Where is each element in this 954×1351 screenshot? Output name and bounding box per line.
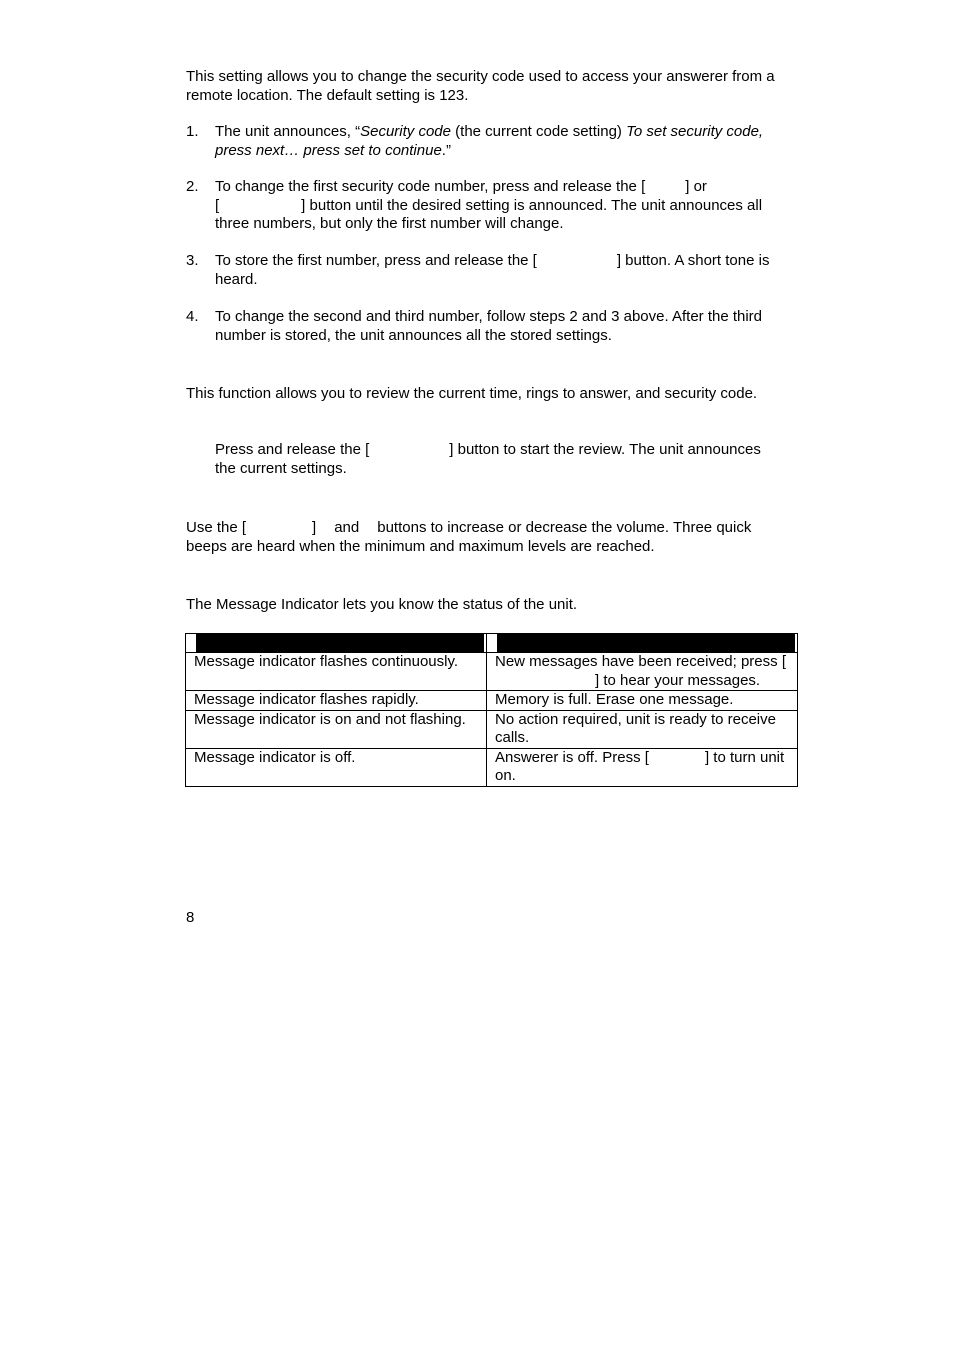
- indicator-intro-paragraph: The Message Indicator lets you know the status of the unit.: [186, 596, 578, 613]
- step-number: 4.: [186, 308, 199, 325]
- table-header-status: [186, 634, 487, 653]
- step-2: [186, 178, 786, 236]
- table-row: [186, 691, 798, 711]
- step-4: [186, 308, 786, 348]
- message-indicator-table: [185, 633, 798, 787]
- table-row: [186, 653, 798, 691]
- meaning-cell: Memory is full. Erase one message.: [487, 691, 798, 711]
- step-3: [186, 252, 786, 292]
- step-text: To change the second and third number, follow steps 2 and 3 above. After the third number is stored, the unit announces all the stored settings.: [215, 308, 763, 344]
- meaning-cell: Answerer is off. Press [ ] to turn unit on.: [487, 748, 798, 786]
- page-number: 8: [186, 909, 195, 926]
- volume-paragraph: Use the [ ] and buttons to increase or decrease the volume. Three quick beeps are heard when the minimum and maximum levels are reached.: [186, 519, 752, 555]
- status-cell: Message indicator flashes continuously.: [186, 653, 487, 691]
- step-number: 3.: [186, 252, 199, 269]
- status-cell: Message indicator is off.: [186, 748, 487, 786]
- step-text: The unit announces, “Security code (the current code setting) To set security code, press next… press set to continue.”: [215, 123, 764, 159]
- table-row: [186, 748, 798, 786]
- step-text: To change the first security code number, press and release the [ ] or [ ] button until the desired setting is announced. The unit announces all three numbers, but only the first number will change.: [215, 178, 763, 232]
- table-header-meaning: [487, 634, 798, 653]
- step-1: [186, 123, 786, 163]
- meaning-cell: No action required, unit is ready to receive calls.: [487, 710, 798, 748]
- status-cell: Message indicator flashes rapidly.: [186, 691, 487, 711]
- security-intro-paragraph: This setting allows you to change the security code used to access your answerer from a remote location. The default setting is 123.: [186, 68, 775, 104]
- review-intro-paragraph: This function allows you to review the current time, rings to answer, and security code.: [186, 385, 758, 402]
- meaning-cell: New messages have been received; press [] to hear your messages.: [487, 653, 798, 691]
- step-number: 2.: [186, 178, 199, 195]
- step-text: To store the first number, press and release the [ ] button. A short tone is heard.: [215, 252, 770, 288]
- table-header-row: [186, 634, 798, 653]
- table-row: [186, 710, 798, 748]
- status-cell: Message indicator is on and not flashing.: [186, 710, 487, 748]
- step-number: 1.: [186, 123, 199, 140]
- review-step-paragraph: Press and release the [ ] button to start the review. The unit announces the current settings.: [215, 441, 761, 477]
